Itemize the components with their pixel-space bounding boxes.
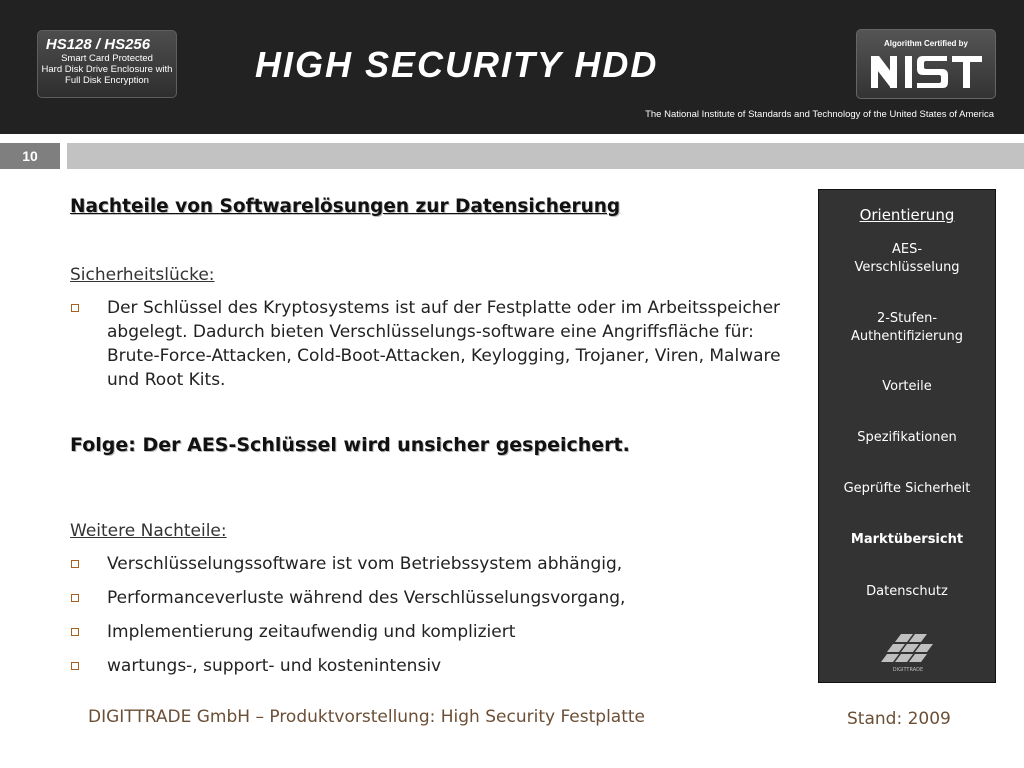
nav-item-2-stufen-authentifizierung[interactable] [819,310,995,346]
list-item [70,552,790,576]
product-badge-line: Smart Card Protected [61,53,153,64]
nav-item-spezifikationen[interactable]: Spezifikationen [857,430,957,445]
nav-item-vorteile[interactable]: Vorteile [882,379,932,394]
digittrade-logo-text: DIGITTRADE [892,667,924,673]
page-divider-bar [67,143,1024,169]
product-badge [37,30,177,98]
nist-certification-badge [856,29,996,99]
side-navigation [818,189,996,683]
slide-heading: Nachteile von Softwarelösungen zur Datensicherung [70,196,621,217]
list-item-text: Verschlüsselungssoftware ist vom Betriebssystem abhängig, [107,554,623,574]
nav-title-orientierung[interactable]: Orientierung [859,206,955,224]
bullet-square-icon [71,304,79,312]
list-item-text: Der Schlüssel des Kryptosystems ist auf der Festplatte oder im Arbeitsspeicher abgelegt. Dadurch bieten Verschlüsselungs-software eine Angriffsfläche für: Brute-Force-Attacken, Cold-Boot-Attacken, Keylogging, Trojaner, Viren, Malware und Root Kits. [107,298,781,390]
bullet-square-icon [71,662,79,670]
list-item [70,620,790,644]
footer-company-text: DIGITTRADE GmbH – Produktvorstellung: High Security Festplatte [88,707,645,727]
header-note: The National Institute of Standards and Technology of the United States of America [645,109,994,120]
list-item [70,586,790,610]
bullet-square-icon [71,594,79,602]
nav-item-label-line: 2-Stufen- [876,311,938,326]
product-badge-line: Full Disk Encryption [65,75,149,86]
list-item-text: wartungs-, support- und kostenintensiv [107,656,442,676]
nist-logo-icon [867,50,987,94]
nav-item-gepruefte-sicherheit[interactable]: Geprüfte Sicherheit [843,481,971,496]
consequence-statement: Folge: Der AES-Schlüssel wird unsicher gespeichert. [70,434,630,456]
list-item-text: Performanceverluste während des Verschlüsselungsvorgang, [107,588,626,608]
nav-item-label-line: AES- [891,242,923,257]
nav-item-label-line: Authentifizierung [850,329,964,344]
bullet-square-icon [71,628,79,636]
nav-item-datenschutz[interactable]: Datenschutz [866,584,948,599]
section-title-security-gap: Sicherheitslücke: [70,265,215,285]
product-model: HS128 / HS256 [45,36,151,53]
section-title-further-drawbacks: Weitere Nachteile: [70,521,227,541]
nav-item-marktuebersicht[interactable]: Marktübersicht [850,532,964,547]
list-item [70,296,790,392]
list-item-text: Implementierung zeitaufwendig und kompliziert [107,622,516,642]
nist-caption: Algorithm Certified by [883,39,968,48]
slide-header [0,0,1024,134]
product-badge-line: Hard Disk Drive Enclosure with [41,64,173,75]
page-number: 10 [0,143,60,169]
bullet-square-icon [71,560,79,568]
digittrade-logo-icon [879,632,937,674]
footer-date-text: Stand: 2009 [847,709,951,729]
header-title: HIGH SECURITY HDD [255,44,659,85]
nav-item-aes-verschluesselung[interactable] [819,241,995,277]
nav-item-label-line: Verschlüsselung [854,260,960,275]
list-item [70,654,790,678]
